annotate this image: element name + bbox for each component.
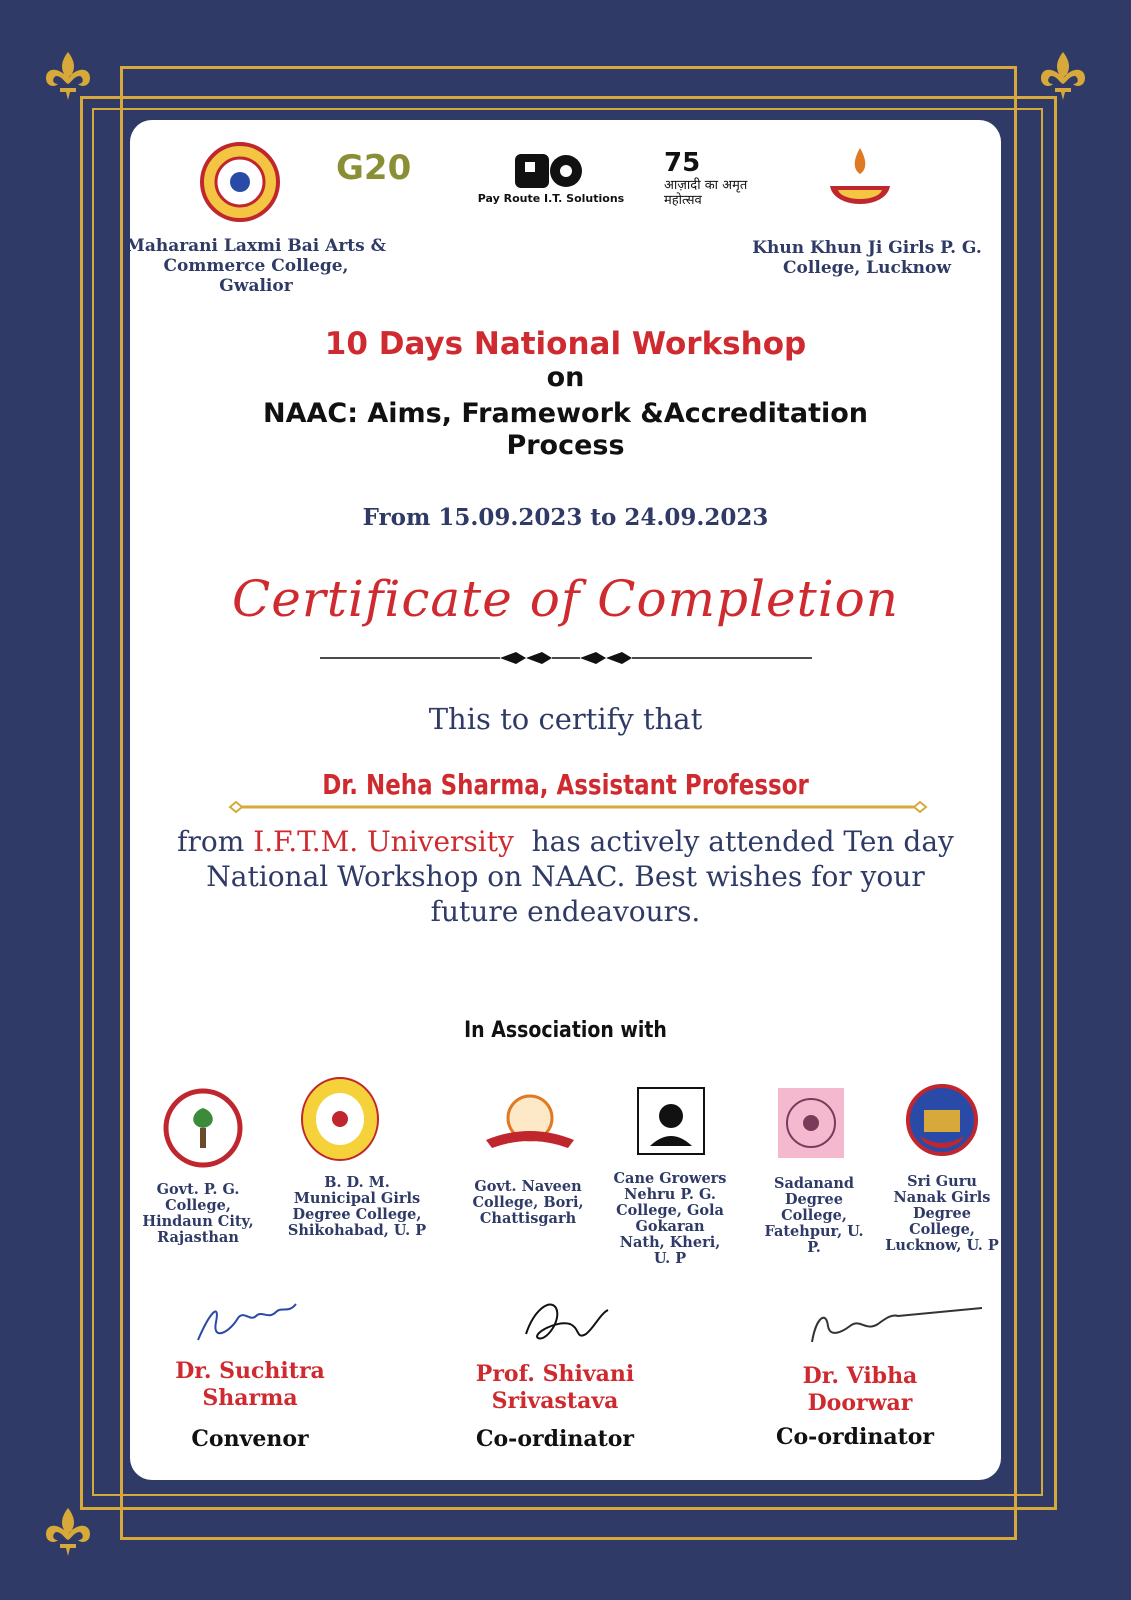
signature-coordinator-1 — [516, 1290, 616, 1354]
signatory-first-name: Dr. Vibha — [802, 1363, 918, 1389]
bdm-college-logo — [300, 1076, 380, 1162]
recipient-name: Dr. Neha Sharma, Assistant Professor — [322, 768, 809, 801]
body-line-2: National Workshop on NAAC. Best wishes for your — [206, 860, 925, 893]
university-name: I.F.T.M. University — [253, 825, 514, 858]
azadi-75-text: 75 — [664, 148, 701, 178]
body-from: from — [177, 825, 245, 858]
workshop-topic: NAAC: Aims, Framework &Accreditation — [263, 398, 868, 429]
khun-khun-ji-college-logo — [820, 140, 900, 230]
signatory-last-name: Doorwar — [807, 1390, 913, 1416]
right-college-name: Khun Khun Ji Girls P. G. College, Lucknow — [752, 238, 982, 278]
payroute-logo — [476, 150, 626, 214]
signatory-role: Co-ordinator — [476, 1426, 634, 1452]
signatory-name — [760, 1363, 960, 1417]
associate-label: Govt. Naveen College, Bori, Chattisgarh — [472, 1178, 584, 1227]
signatory-role: Convenor — [191, 1426, 309, 1452]
certificate-body — [140, 824, 991, 929]
naveen-college-logo — [478, 1092, 582, 1156]
cane-growers-college-logo — [636, 1086, 706, 1156]
workshop-title-on: on — [546, 362, 585, 393]
payroute-mark-icon — [511, 150, 591, 192]
association-heading: In Association with — [464, 1018, 667, 1043]
associate-label: B. D. M. Municipal Girls Degree College, Shikohabad, U. P — [287, 1174, 427, 1239]
certificate-heading: Certificate of Completion — [232, 570, 899, 628]
signature-coordinator-2 — [806, 1302, 986, 1348]
guru-nanak-college-logo — [906, 1084, 978, 1156]
workshop-dates: From 15.09.2023 to 24.09.2023 — [362, 504, 769, 531]
body-line-1 — [140, 824, 991, 859]
fleur-de-lis-icon — [38, 1500, 98, 1560]
signatory-role: Co-ordinator — [776, 1424, 934, 1450]
left-college-name: Maharani Laxmi Bai Arts & Commerce College, Gwalior — [126, 236, 386, 296]
workshop-topic-cont: Process — [506, 430, 625, 461]
g20-logo — [336, 148, 436, 212]
associate-label: Cane Growers Nehru P. G. College, Gola Gokaran Nath, Kheri, U. P — [613, 1170, 727, 1267]
payroute-label: Pay Route I.T. Solutions — [477, 192, 625, 205]
hindaun-college-logo — [163, 1088, 243, 1168]
associate-label: Sadanand Degree College, Fatehpur, U. P. — [764, 1175, 864, 1256]
recipient-underline — [228, 800, 928, 814]
workshop-title: 10 Days National Workshop — [324, 326, 807, 362]
fleur-de-lis-icon — [38, 44, 98, 104]
g20-logo-text: G20 — [336, 148, 412, 188]
maharani-college-logo — [200, 140, 280, 228]
azadi-hindi-text: आज़ादी का अमृत महोत्सव — [664, 178, 748, 208]
body-rest: has actively attended Ten day — [531, 825, 954, 858]
fleur-de-lis-icon — [1033, 44, 1093, 104]
sadanand-college-logo — [778, 1088, 844, 1158]
associate-label: Govt. P. G. College, Hindaun City, Rajasthan — [142, 1181, 254, 1246]
certify-line: This to certify that — [428, 702, 703, 736]
signatory-name — [445, 1361, 665, 1415]
signatory-name — [150, 1358, 350, 1412]
ornamental-divider-icon — [320, 648, 812, 668]
signature-convenor — [190, 1292, 310, 1352]
signatory-first-name: Dr. Suchitra — [175, 1358, 325, 1384]
azadi-ka-amrit-mahotsav-logo — [664, 148, 768, 218]
associate-label: Sri Guru Nanak Girls Degree College, Lucknow, U. P — [885, 1173, 999, 1254]
signatory-first-name: Prof. Shivani — [475, 1361, 635, 1387]
body-line-3: future endeavours. — [430, 895, 701, 928]
signatory-last-name: Sharma — [202, 1385, 298, 1411]
signatory-last-name: Srivastava — [491, 1388, 619, 1414]
